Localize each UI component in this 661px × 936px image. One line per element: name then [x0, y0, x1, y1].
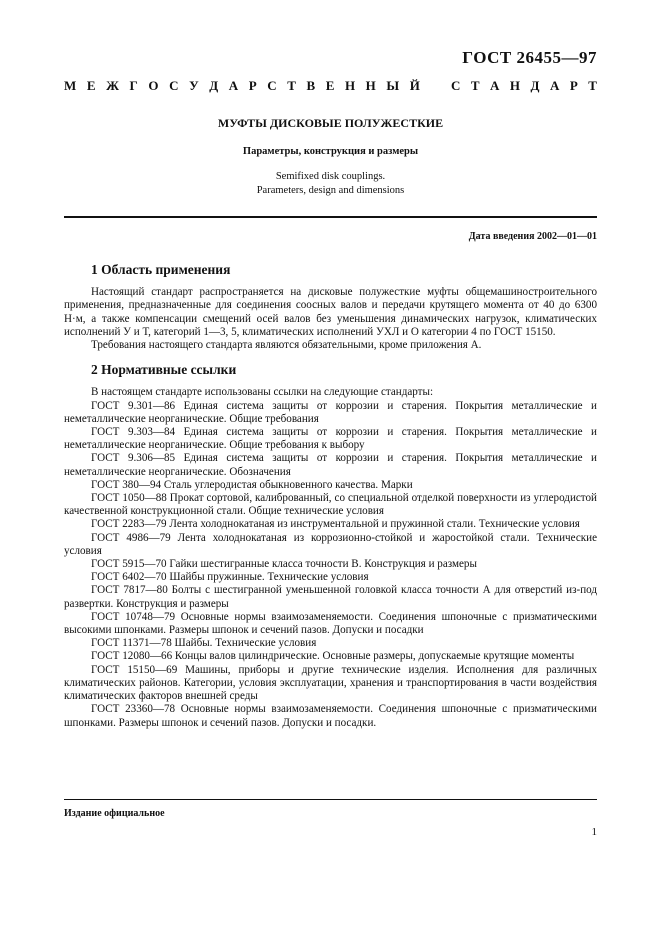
document-title: МУФТЫ ДИСКОВЫЕ ПОЛУЖЕСТКИЕ — [217, 116, 444, 130]
title-divider — [64, 216, 597, 218]
interstate-letter: Г — [129, 78, 138, 93]
reference-item: ГОСТ 1050—88 Прокат сортовой, калиброванный, со специальной отделкой поверхности из углеродистой качественной конструкционной стали. Общие технические условия — [64, 492, 597, 518]
reference-list — [64, 400, 597, 730]
interstate-letter: Е — [325, 78, 335, 93]
interstate-letter: Е — [86, 78, 96, 93]
reference-item: ГОСТ 7817—80 Болты с шестигранной уменьшенной головкой класса точности А для отверстий из-под развертки. Конструкция и размеры — [64, 584, 597, 610]
reference-item: ГОСТ 10748—79 Основные нормы взаимозаменяемости. Соединения шпоночные с призматическими высокими шпонками. Размеры шпонок и сечений пазов. Допуски и посадки — [64, 610, 597, 637]
interstate-letter: Ы — [386, 78, 400, 93]
standard-letter: А — [490, 78, 500, 93]
standard-letter: Д — [530, 78, 540, 93]
reference-item: ГОСТ 23360—78 Основные нормы взаимозаменяемости. Соединения шпоночные с призматическими шпонками. Размеры шпонок и сечений пазов. Допуски и посадки. — [64, 703, 597, 729]
standard-type-header — [64, 78, 597, 94]
paragraph: Настоящий стандарт распространяется на дисковые полужесткие муфты общемашиностроительного применения, предназначенные для соединения соосных валов и передачи крутящего момента от 40 до 6300 Н·м, а также компенсации смещений осей валов без уменьшения динамических нагрузок, климатических исполнений У и Т, категорий 1—3, 5, климатических исполнений УХЛ и О категории 4 по ГОСТ 15150. — [64, 286, 597, 338]
english-title — [0, 170, 661, 198]
interstate-letter: С — [267, 78, 277, 93]
section-normative-references — [64, 363, 597, 729]
interstate-letter: А — [228, 78, 239, 93]
footer-divider — [64, 799, 597, 800]
standard-letter: С — [451, 78, 461, 93]
interstate-letter: У — [189, 78, 199, 93]
reference-item: ГОСТ 9.306—85 Единая система защиты от коррозии и старения. Покрытия металлические и неметаллические неорганические. Обозначения — [64, 452, 597, 478]
introduction-date: Дата введения 2002—01—01 — [468, 231, 597, 242]
interstate-letter: Н — [344, 78, 356, 93]
interstate-letter: Й — [409, 78, 420, 93]
interstate-letter: О — [148, 78, 159, 93]
standard-letter: Т — [588, 78, 597, 93]
reference-item: ГОСТ 2283—79 Лента холоднокатаная из инструментальной и пружинной стали. Технические условия — [91, 518, 580, 531]
reference-item: ГОСТ 4986—79 Лента холоднокатаная из коррозионно-стойкой и жаростойкой стали. Технические условия — [64, 531, 597, 557]
interstate-letter: М — [64, 78, 77, 93]
section-heading-scope: 1 Область применения — [91, 262, 231, 277]
section-heading-references: 2 Нормативные ссылки — [91, 362, 237, 378]
official-edition-label: Издание официальное — [64, 808, 165, 819]
interstate-letter: Т — [287, 78, 296, 93]
reference-item: ГОСТ 9.303—84 Единая система защиты от коррозии и старения. Покрытия металлические и неметаллические неорганические. Общие требования к выбору — [64, 426, 597, 452]
reference-item: ГОСТ 12080—66 Концы валов цилиндрические. Основные размеры, допускаемые крутящие моменты — [91, 650, 575, 663]
page-number: 1 — [591, 826, 597, 838]
english-title-line2: Parameters, design and dimensions — [256, 185, 405, 196]
reference-item: ГОСТ 6402—70 Шайбы пружинные. Технические условия — [91, 571, 369, 584]
reference-item: ГОСТ 5915—70 Гайки шестигранные класса точности В. Конструкция и размеры — [91, 558, 477, 571]
document-body — [64, 263, 597, 730]
interstate-letter: Р — [248, 78, 257, 93]
interstate-letter: Ж — [106, 78, 119, 93]
paragraph: Требования настоящего стандарта являются обязательными, кроме приложения А. — [91, 339, 482, 352]
document-subtitle: Параметры, конструкция и размеры — [242, 146, 419, 157]
paragraph: В настоящем стандарте использованы ссылки на следующие стандарты: — [91, 386, 434, 399]
standard-letter: Т — [470, 78, 480, 93]
interstate-letter: С — [169, 78, 179, 93]
interstate-letter: В — [306, 78, 316, 93]
reference-item: ГОСТ 15150—69 Машины, приборы и другие технические изделия. Исполнения для различных климатических районов. Категории, условия эксплуатации, хранения и транспортирования в части воздействия климатических факторов внешней среды — [64, 663, 597, 703]
standard-letter: Н — [509, 78, 521, 93]
english-title-line1: Semifixed disk couplings. — [275, 171, 386, 182]
standard-letter: А — [549, 78, 560, 93]
interstate-letter: Н — [365, 78, 376, 93]
interstate-letter: Д — [209, 78, 219, 93]
spaced-word-interstate — [64, 78, 420, 94]
document-code: ГОСТ 26455—97 — [462, 48, 597, 67]
reference-item: ГОСТ 9.301—86 Единая система защиты от коррозии и старения. Покрытия металлические и неметаллические неорганические. Общие требования — [64, 399, 597, 425]
section-scope — [64, 263, 597, 352]
reference-item: ГОСТ 380—94 Сталь углеродистая обыкновенного качества. Марки — [91, 478, 413, 491]
spaced-word-standard — [451, 78, 597, 94]
standard-letter: Р — [569, 78, 578, 93]
reference-item: ГОСТ 11371—78 Шайбы. Технические условия — [91, 637, 317, 650]
